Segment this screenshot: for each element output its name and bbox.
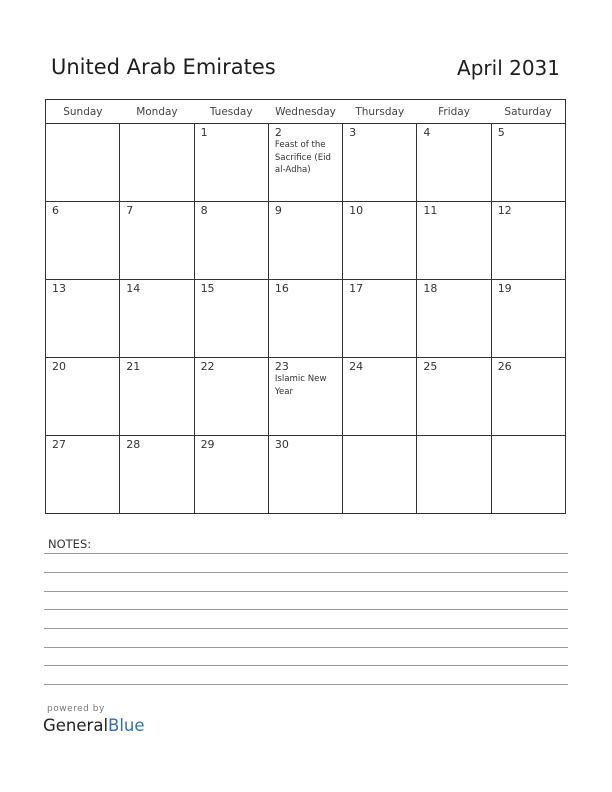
day-cell (46, 436, 120, 514)
day-number (492, 436, 565, 438)
weekday-header: Tuesday (194, 100, 268, 124)
day-cell (268, 436, 342, 514)
weekday-header: Friday (417, 100, 491, 124)
day-cell (343, 202, 417, 280)
day-number: 14 (126, 282, 141, 295)
day-number: 5 (497, 126, 505, 139)
day-number: 22 (200, 360, 215, 373)
day-number: 2 (274, 126, 282, 139)
notes-line (44, 647, 568, 648)
weekday-header: Wednesday (268, 100, 342, 124)
week-row (46, 280, 566, 358)
day-cell (46, 280, 120, 358)
generalblue-logo (43, 716, 145, 735)
day-cell (46, 358, 120, 436)
notes-line (44, 553, 568, 554)
day-number (46, 124, 119, 126)
day-cell (343, 280, 417, 358)
day-number: 18 (423, 282, 438, 295)
day-cell (417, 202, 491, 280)
day-cell (194, 436, 268, 514)
day-cell (491, 358, 565, 436)
day-number: 12 (497, 204, 512, 217)
day-cell (194, 280, 268, 358)
day-number: 16 (274, 282, 289, 295)
day-number: 26 (497, 360, 512, 373)
day-cell (343, 124, 417, 202)
day-cell (194, 202, 268, 280)
day-number: 29 (200, 438, 215, 451)
day-cell (268, 124, 342, 202)
day-number: 21 (126, 360, 141, 373)
week-row (46, 436, 566, 514)
weekday-header: Thursday (343, 100, 417, 124)
day-cell (120, 124, 194, 202)
day-cell (417, 358, 491, 436)
day-number: 11 (423, 204, 438, 217)
day-number: 7 (126, 204, 134, 217)
notes-line (44, 609, 568, 610)
holiday-label: Islamic New Year (274, 374, 327, 397)
day-number: 6 (52, 204, 59, 217)
day-number (120, 124, 193, 126)
day-cell (491, 202, 565, 280)
notes-line (44, 628, 568, 629)
day-number: 13 (52, 282, 66, 295)
notes-line (44, 684, 568, 685)
day-cell (46, 202, 120, 280)
holiday-label: Feast of the Sacrifice (Eid al-Adha) (274, 140, 331, 175)
week-row (46, 202, 566, 280)
weekday-header-row (46, 100, 566, 124)
notes-line (44, 665, 568, 666)
day-number: 20 (52, 360, 66, 373)
day-number: 8 (200, 204, 208, 217)
day-number: 1 (200, 126, 208, 139)
day-number: 19 (497, 282, 512, 295)
day-number: 4 (423, 126, 431, 139)
notes-label: NOTES: (48, 537, 92, 551)
day-cell (417, 124, 491, 202)
day-cell (491, 280, 565, 358)
day-cell (268, 280, 342, 358)
day-cell (491, 124, 565, 202)
day-cell (194, 124, 268, 202)
day-number: 25 (423, 360, 438, 373)
calendar-grid (45, 99, 566, 514)
notes-line (44, 572, 568, 573)
notes-line (44, 591, 568, 592)
day-number: 3 (349, 126, 357, 139)
day-cell (268, 358, 342, 436)
day-number: 28 (126, 438, 141, 451)
day-cell (120, 436, 194, 514)
weekday-header: Monday (120, 100, 194, 124)
day-cell (120, 280, 194, 358)
day-number: 24 (349, 360, 364, 373)
day-number: 15 (200, 282, 215, 295)
day-number (343, 436, 416, 438)
brand-part2: Blue (108, 716, 145, 735)
brand-part1: General (43, 716, 109, 735)
day-number: 23 (274, 360, 289, 373)
day-cell (46, 124, 120, 202)
day-number: 30 (274, 438, 289, 451)
day-cell (268, 202, 342, 280)
day-cell (194, 358, 268, 436)
day-number (417, 436, 490, 438)
page-title: United Arab Emirates (51, 55, 276, 79)
weekday-header: Sunday (46, 100, 120, 124)
day-cell (417, 436, 491, 514)
day-cell (491, 436, 565, 514)
day-cell (417, 280, 491, 358)
day-number: 17 (349, 282, 364, 295)
day-number: 27 (52, 438, 66, 451)
day-cell (120, 202, 194, 280)
day-number: 10 (349, 204, 364, 217)
month-year: April 2031 (457, 56, 560, 80)
week-row (46, 358, 566, 436)
weekday-header: Saturday (491, 100, 565, 124)
day-number: 9 (274, 204, 282, 217)
week-row (46, 124, 566, 202)
day-cell (120, 358, 194, 436)
day-cell (343, 358, 417, 436)
powered-by-text: powered by (47, 704, 105, 714)
day-cell (343, 436, 417, 514)
